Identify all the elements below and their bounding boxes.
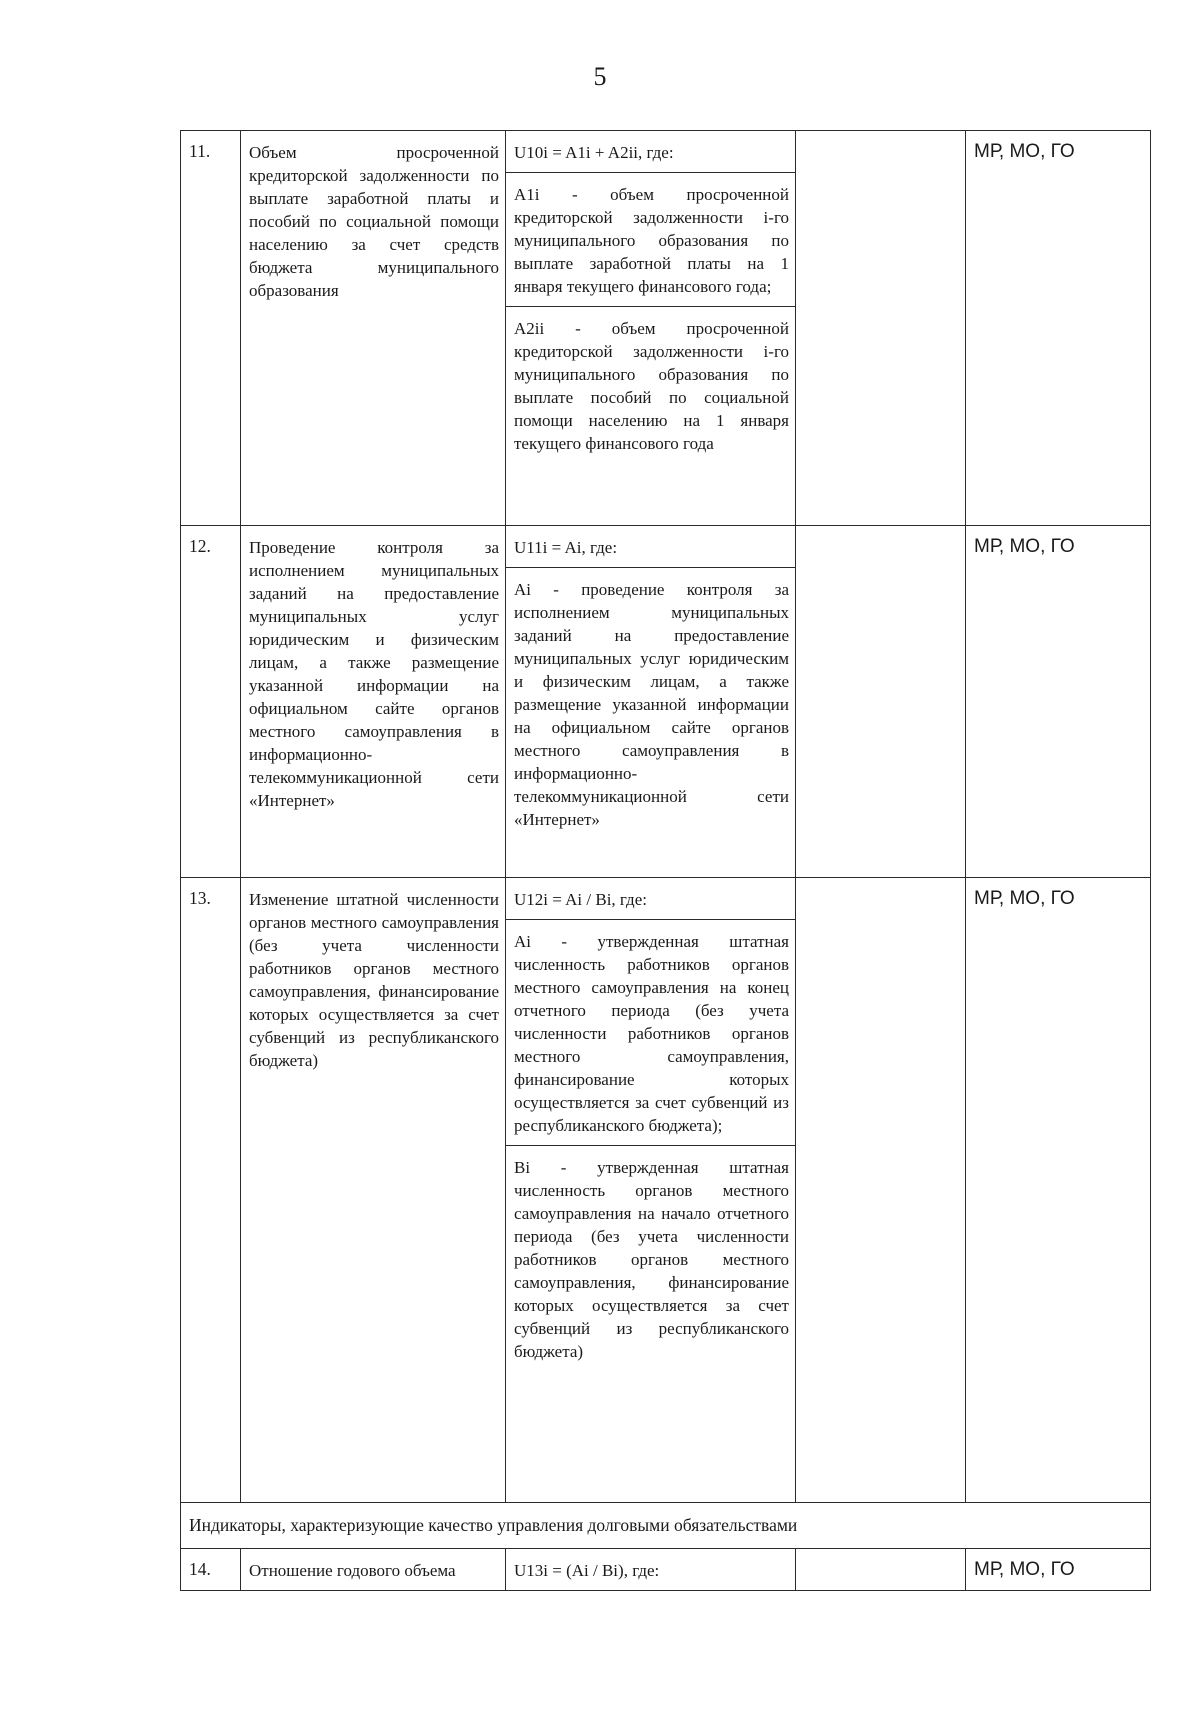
table-row [181,878,1151,1503]
table-row [181,131,1151,526]
formula: U12i = Ai / Bi, где: [506,878,795,920]
indicator-name: Объем просроченной кредиторской задолженности по выплате заработной платы и пособий по социальной помощи населению за счет средств бюджета муниципального образования [241,131,506,526]
formula-definition: Bi - утвержденная штатная численность органов местного самоуправления на начало отчетного периода (без учета численности работников органов местного самоуправления, финансирование которых осуществляется за счет субвенций из республиканского бюджета) [514,1158,789,1361]
formula-cell [506,1549,796,1591]
page-number: 5 [593,62,607,91]
formula-cell [506,131,796,526]
row-number: 11. [181,131,241,526]
empty-cell [796,878,966,1503]
table-row [181,526,1151,878]
formula-definition: A2ii - объем просроченной кредиторской задолженности i-го муниципального образования по выплате пособий по социальной помощи населению на 1 января текущего финансового года [514,319,789,453]
empty-cell [796,1549,966,1591]
level-cell: МР, МО, ГО [966,878,1151,1503]
row-number: 13. [181,878,241,1503]
empty-cell [796,131,966,526]
formula-definition: Ai - проведение контроля за исполнением муниципальных заданий на предоставление муниципальных услуг юридическим и физическим лицам, а также размещение указанной информации на официальном сайте органов местного самоуправления в информационно-телекоммуникационной сети «Интернет» [514,580,789,829]
formula: U13i = (Ai / Bi), где: [514,1561,660,1580]
formula: U10i = A1i + A2ii, где: [506,131,795,173]
formula-definition: Ai - утвержденная штатная численность работников органов местного самоуправления на конец отчетного периода (без учета численности работников органов местного самоуправления, финансирование которых осуществляется за счет субвенций из республиканского бюджета); [506,920,795,1146]
level-cell: МР, МО, ГО [966,1549,1151,1591]
indicator-name: Проведение контроля за исполнением муниципальных заданий на предоставление муниципальных услуг юридическим и физическим лицам, а также размещение указанной информации на официальном сайте органов местного самоуправления в информационно-телекоммуникационной сети «Интернет» [241,526,506,878]
indicators-table [180,130,1151,1591]
section-heading: Индикаторы, характеризующие качество управления долговыми обязательствами [181,1503,1151,1549]
level-cell: МР, МО, ГО [966,526,1151,878]
indicator-name: Отношение годового объема [241,1549,506,1591]
formula-definition: A1i - объем просроченной кредиторской задолженности i-го муниципального образования по выплате заработной платы на 1 января текущего финансового года; [506,173,795,307]
level-cell: МР, МО, ГО [966,131,1151,526]
formula-cell [506,878,796,1503]
row-number: 14. [181,1549,241,1591]
section-row [181,1503,1151,1549]
row-number: 12. [181,526,241,878]
formula-cell [506,526,796,878]
empty-cell [796,526,966,878]
table-row [181,1549,1151,1591]
formula: U11i = Ai, где: [506,526,795,568]
indicator-name: Изменение штатной численности органов местного самоуправления (без учета численности работников органов местного самоуправления, финансирование которых осуществляется за счет субвенций из республиканского бюджета) [241,878,506,1503]
